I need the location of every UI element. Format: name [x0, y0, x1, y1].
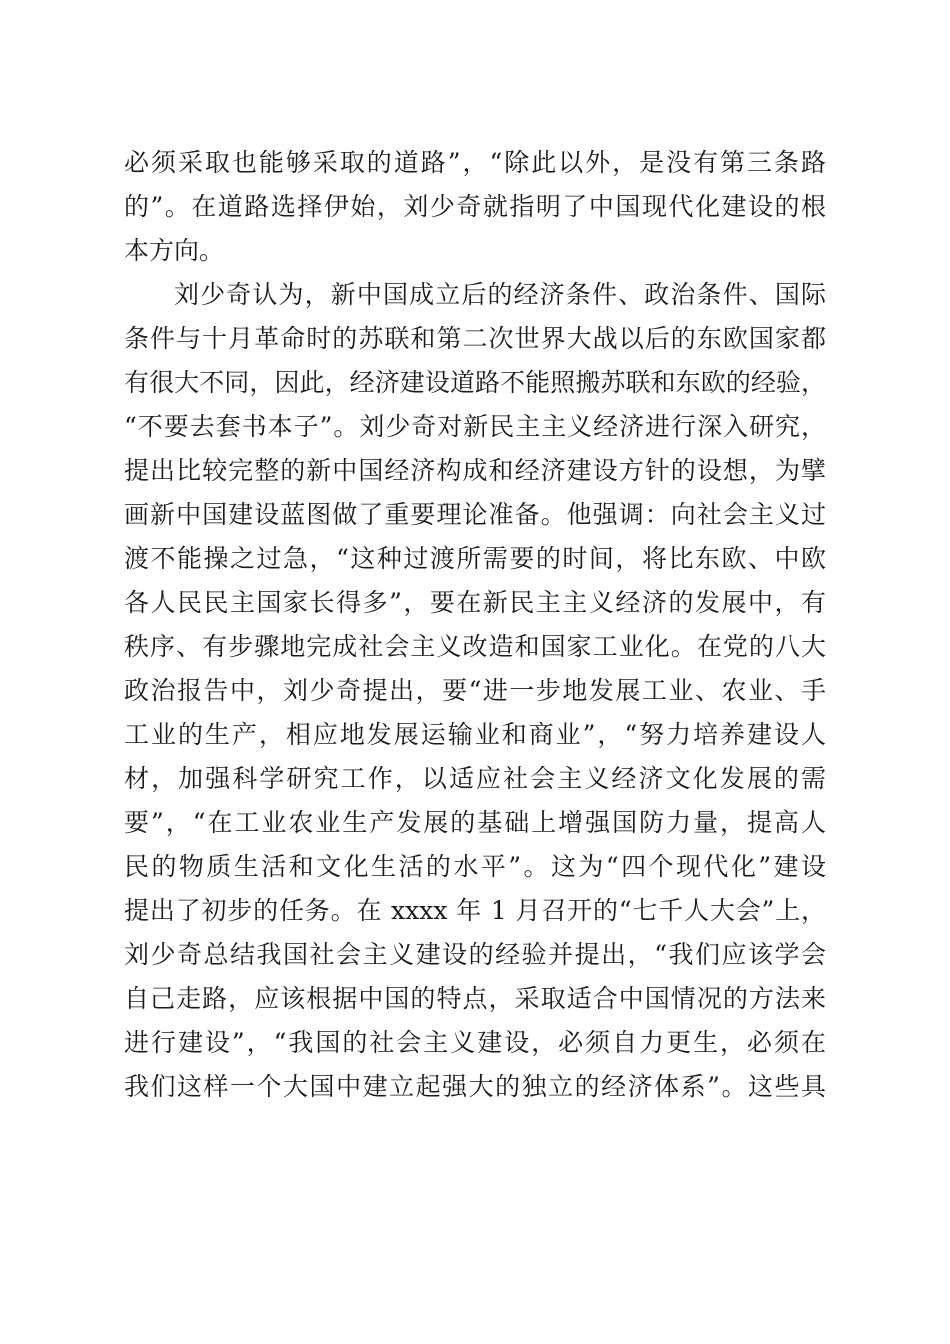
text-line: 进行建设”，“我国的社会主义建设，必须自力更生，必须在	[124, 1028, 826, 1057]
text-line: 提出比较完整的新中国经济构成和经济建设方针的设想，为擘	[124, 456, 826, 485]
text-line: 刘少奇总结我国社会主义建设的经验并提出，“我们应该学会	[124, 940, 826, 969]
text-line: 提出了初步的任务。在 xxxx 年 1 月召开的“七千人大会”上，	[124, 896, 826, 925]
text-line: 要”，“在工业农业生产发展的基础上增强国防力量，提高人	[124, 808, 826, 837]
text-line: 政治报告中，刘少奇提出，要“进一步地发展工业、农业、手	[124, 676, 826, 705]
text-line: 材，加强科学研究工作，以适应社会主义经济文化发展的需	[124, 764, 826, 793]
text-line: 条件与十月革命时的苏联和第二次世界大战以后的东欧国家都	[124, 324, 826, 353]
body-text	[124, 141, 826, 1109]
text-line: 画新中国建设蓝图做了重要理论准备。他强调：向社会主义过	[124, 500, 826, 529]
text-line: 自己走路，应该根据中国的特点，采取适合中国情况的方法来	[124, 984, 826, 1013]
text-line: 我们这样一个大国中建立起强大的独立的经济体系”。这些具	[124, 1072, 826, 1101]
text-line: 本方向。	[124, 236, 225, 265]
text-line: 民的物质生活和文化生活的水平”。这为“四个现代化”建设	[124, 852, 826, 881]
text-line: 必须采取也能够采取的道路”，“除此以外，是没有第三条路	[124, 148, 826, 177]
text-line: 的”。在道路选择伊始，刘少奇就指明了中国现代化建设的根	[124, 192, 826, 221]
text-line: 渡不能操之过急，“这种过渡所需要的时间，将比东欧、中欧	[124, 544, 826, 573]
text-line: 有很大不同，因此，经济建设道路不能照搬苏联和东欧的经验，	[124, 368, 826, 397]
text-line: “不要去套书本子”。刘少奇对新民主主义经济进行深入研究，	[124, 412, 826, 441]
paragraph-first-line: 刘少奇认为，新中国成立后的经济条件、政治条件、国际	[174, 280, 826, 309]
text-line: 秩序、有步骤地完成社会主义改造和国家工业化。在党的八大	[124, 632, 826, 661]
text-line: 各人民民主国家长得多”，要在新民主主义经济的发展中，有	[124, 588, 826, 617]
text-line: 工业的生产，相应地发展运输业和商业”，“努力培养建设人	[124, 720, 826, 749]
